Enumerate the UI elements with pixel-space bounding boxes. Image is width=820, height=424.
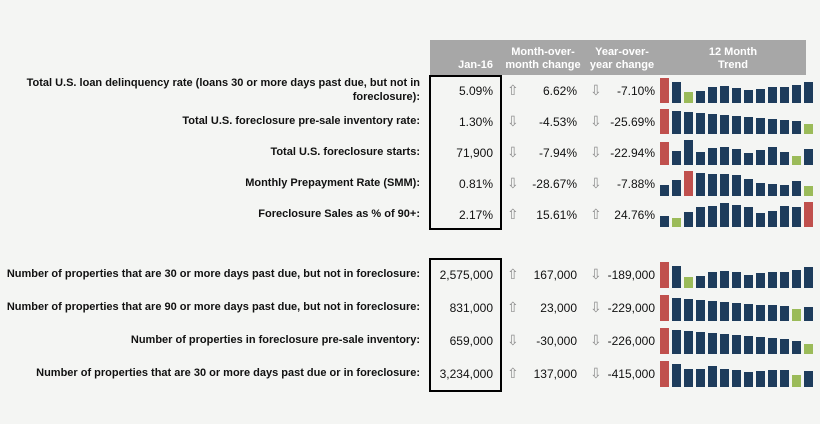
trend-bar [768, 305, 777, 321]
yoy-change-text: -226,000 [607, 333, 655, 348]
metric-label: Foreclosure Sales as % of 90+: [258, 207, 420, 220]
trend-bar [756, 118, 765, 134]
trend-sparkline [660, 137, 820, 168]
down-arrow-icon: ⇩ [590, 113, 602, 130]
table-row [0, 258, 820, 291]
trend-bar [708, 148, 717, 165]
yoy-change [584, 177, 660, 191]
table-row [0, 168, 820, 199]
trend-bar [720, 115, 729, 134]
trend-bar [804, 124, 813, 134]
trend-bar [804, 267, 813, 288]
trend-bar [684, 140, 693, 165]
mom-change [502, 301, 584, 315]
trend-bar [696, 173, 705, 196]
trend-bar [756, 371, 765, 387]
mom-header-line2: month change [505, 58, 581, 71]
trend-bar [684, 369, 693, 387]
trend-bar [780, 339, 789, 354]
trend-bar [768, 272, 777, 288]
trend-header-line2: Trend [718, 58, 748, 71]
trend-bar [696, 300, 705, 321]
trend-bar [684, 92, 693, 103]
trend-bar [732, 149, 741, 165]
trend-bar [792, 341, 801, 354]
yoy-header-line2: year change [589, 58, 655, 71]
trend-bar [672, 180, 681, 196]
trend-bar [684, 299, 693, 321]
trend-bar [756, 337, 765, 354]
trend-bar [672, 111, 681, 134]
yoy-header-line1: Year-over- [595, 46, 649, 58]
trend-bar [780, 152, 789, 165]
yoy-change-text: -7.10% [616, 83, 655, 98]
trend-bar [660, 328, 669, 354]
trend-bar [756, 305, 765, 321]
trend-bar [804, 202, 813, 227]
trend-bar [660, 78, 669, 103]
mom-change [502, 115, 584, 129]
section-rates [0, 75, 820, 230]
table-row [0, 291, 820, 324]
table-row [0, 106, 820, 137]
down-arrow-icon: ⇩ [590, 299, 602, 316]
mom-change-text: 137,000 [533, 366, 577, 381]
trend-bar [756, 273, 765, 288]
yoy-change-text: -25.69% [610, 114, 655, 129]
trend-bar [720, 334, 729, 354]
column-header-jan16-label: Jan-16 [458, 58, 493, 71]
column-header-yoy-change [584, 40, 660, 75]
trend-bar [732, 370, 741, 387]
metric-label: Number of properties in foreclosure pre-sale inventory: [130, 333, 420, 346]
trend-bar [732, 303, 741, 321]
trend-bar [672, 82, 681, 103]
mom-change-text: -4.53% [538, 114, 577, 129]
trend-bar [756, 183, 765, 196]
yoy-change [584, 334, 660, 348]
yoy-change [584, 208, 660, 222]
current-month-value: 1.30% [458, 114, 493, 129]
column-header-12mo-trend [660, 40, 806, 75]
trend-bar [732, 88, 741, 103]
trend-sparkline [660, 168, 820, 199]
mom-change [502, 208, 584, 222]
trend-bar [696, 91, 705, 103]
trend-header-line1: 12 Month [708, 46, 758, 58]
trend-bar [696, 332, 705, 354]
trend-bar [792, 156, 801, 165]
trend-sparkline [660, 199, 820, 230]
down-arrow-icon: ⇩ [590, 144, 602, 161]
trend-bar [768, 147, 777, 165]
down-arrow-icon: ⇩ [507, 332, 519, 349]
down-arrow-icon: ⇩ [507, 175, 519, 192]
mom-change-text: -7.94% [538, 145, 577, 160]
metric-label: Number of properties that are 90 or more days past due, but not in foreclosure: [6, 300, 420, 313]
yoy-change-text: 24.76% [614, 207, 655, 222]
trend-bar [756, 89, 765, 103]
trend-bar [708, 114, 717, 134]
up-arrow-icon: ⇧ [507, 206, 519, 223]
table-row [0, 137, 820, 168]
trend-bar [780, 185, 789, 196]
trend-bar [804, 371, 813, 387]
section-property-counts [0, 258, 820, 390]
trend-bar [744, 336, 753, 354]
trend-bar [768, 338, 777, 354]
trend-bar [720, 86, 729, 103]
trend-bar [696, 276, 705, 288]
current-month-value: 659,000 [449, 333, 493, 348]
trend-bar [660, 262, 669, 288]
trend-bar [780, 306, 789, 321]
trend-bar [660, 216, 669, 227]
yoy-change-text: -22.94% [610, 145, 655, 160]
trend-sparkline [660, 291, 820, 324]
trend-bar [708, 366, 717, 387]
trend-bar [792, 85, 801, 103]
mom-change [502, 334, 584, 348]
trend-bar [732, 205, 741, 227]
trend-bar [696, 152, 705, 165]
trend-bar [684, 212, 693, 227]
metric-label: Total U.S. loan delinquency rate (loans 30 or more days past due, but not in foreclosure): [26, 77, 420, 103]
trend-bar [744, 275, 753, 288]
trend-bar [732, 116, 741, 134]
trend-bar [708, 206, 717, 227]
current-month-value: 3,234,000 [439, 366, 493, 381]
trend-bar [768, 119, 777, 134]
yoy-change-text: -415,000 [607, 366, 655, 381]
trend-bar [672, 298, 681, 321]
mom-change-text: 15.61% [536, 207, 577, 222]
mom-change [502, 84, 584, 98]
mom-change-text: -30,000 [536, 333, 577, 348]
trend-bar [756, 150, 765, 165]
trend-bar [684, 277, 693, 288]
metric-label: Monthly Prepayment Rate (SMM): [245, 176, 420, 189]
trend-bar [672, 266, 681, 288]
current-month-value: 5.09% [458, 83, 493, 98]
mom-change-text: 167,000 [533, 267, 577, 282]
down-arrow-icon: ⇩ [507, 113, 519, 130]
up-arrow-icon: ⇧ [507, 266, 519, 283]
current-month-value: 2,575,000 [439, 267, 493, 282]
mom-change [502, 367, 584, 381]
trend-bar [684, 112, 693, 134]
trend-bar [708, 272, 717, 288]
trend-sparkline [660, 357, 820, 390]
trend-bar [744, 207, 753, 227]
trend-bar [660, 295, 669, 321]
trend-bar [768, 87, 777, 103]
yoy-change-text: -189,000 [607, 267, 655, 282]
trend-bar [660, 361, 669, 387]
trend-bar [732, 335, 741, 354]
up-arrow-icon: ⇧ [507, 299, 519, 316]
metric-label: Number of properties that are 30 or more days past due or in foreclosure: [36, 366, 420, 379]
yoy-change [584, 84, 660, 98]
column-header-mom-change [502, 40, 584, 75]
yoy-change [584, 268, 660, 282]
trend-bar [720, 369, 729, 387]
trend-bar [780, 87, 789, 103]
mom-change [502, 146, 584, 160]
trend-bar [744, 304, 753, 321]
table-row [0, 75, 820, 106]
trend-bar [768, 211, 777, 227]
down-arrow-icon: ⇩ [590, 175, 602, 192]
mom-header-line1: Month-over- [511, 46, 575, 58]
trend-bar [792, 375, 801, 387]
trend-bar [720, 174, 729, 196]
trend-bar [804, 186, 813, 196]
mom-change [502, 177, 584, 191]
trend-bar [744, 179, 753, 196]
trend-bar [708, 333, 717, 354]
table-row [0, 324, 820, 357]
trend-bar [792, 270, 801, 288]
trend-sparkline [660, 106, 820, 137]
mom-change-text: 6.62% [542, 83, 577, 98]
trend-bar [792, 121, 801, 134]
metric-label: Number of properties that are 30 or more days past due, but not in foreclosure: [6, 267, 420, 280]
current-month-value: 0.81% [458, 176, 493, 191]
down-arrow-icon: ⇩ [590, 332, 602, 349]
mom-change-text: 23,000 [540, 300, 577, 315]
down-arrow-icon: ⇩ [590, 266, 602, 283]
trend-bar [660, 185, 669, 196]
trend-bar [684, 171, 693, 196]
trend-bar [720, 302, 729, 321]
trend-bar [708, 87, 717, 103]
trend-bar [732, 272, 741, 288]
trend-bar [672, 218, 681, 227]
trend-bar [744, 153, 753, 165]
trend-bar [804, 82, 813, 103]
trend-bar [672, 330, 681, 354]
metric-label: Total U.S. foreclosure starts: [270, 145, 420, 158]
yoy-change [584, 367, 660, 381]
trend-bar [696, 113, 705, 134]
trend-bar [804, 149, 813, 165]
trend-bar [744, 372, 753, 387]
trend-bar [768, 370, 777, 387]
trend-bar [696, 207, 705, 227]
trend-bar [780, 206, 789, 227]
current-month-value: 71,900 [456, 145, 493, 160]
trend-bar [780, 272, 789, 288]
trend-bar [744, 90, 753, 103]
trend-bar [732, 175, 741, 196]
mom-change-text: -28.67% [532, 176, 577, 191]
trend-bar [792, 181, 801, 196]
trend-bar [780, 120, 789, 134]
table-row [0, 199, 820, 230]
table-header-band [430, 40, 806, 75]
column-header-jan16 [430, 40, 502, 75]
trend-bar [756, 213, 765, 227]
trend-bar [696, 369, 705, 387]
trend-bar [744, 117, 753, 134]
current-month-value: 831,000 [449, 300, 493, 315]
trend-bar [720, 147, 729, 165]
down-arrow-icon: ⇩ [590, 82, 602, 99]
trend-bar [684, 331, 693, 354]
yoy-change-text: -7.88% [616, 176, 655, 191]
metric-label: Total U.S. foreclosure pre-sale inventory rate: [182, 114, 420, 127]
trend-bar [672, 151, 681, 165]
trend-bar [660, 109, 669, 134]
trend-bar [720, 271, 729, 288]
yoy-change [584, 301, 660, 315]
trend-bar [804, 307, 813, 321]
mom-change [502, 268, 584, 282]
trend-bar [792, 309, 801, 321]
table-row [0, 357, 820, 390]
yoy-change [584, 146, 660, 160]
trend-bar [780, 370, 789, 387]
trend-sparkline [660, 258, 820, 291]
trend-bar [768, 184, 777, 196]
down-arrow-icon: ⇩ [507, 144, 519, 161]
trend-sparkline [660, 75, 820, 106]
up-arrow-icon: ⇧ [590, 206, 602, 223]
yoy-change [584, 115, 660, 129]
trend-bar [672, 364, 681, 387]
trend-bar [804, 344, 813, 354]
trend-bar [720, 203, 729, 227]
trend-sparkline [660, 324, 820, 357]
up-arrow-icon: ⇧ [507, 365, 519, 382]
down-arrow-icon: ⇩ [590, 365, 602, 382]
yoy-change-text: -229,000 [607, 300, 655, 315]
current-month-value: 2.17% [458, 207, 493, 222]
trend-bar [792, 207, 801, 227]
trend-bar [708, 174, 717, 196]
trend-bar [708, 301, 717, 321]
trend-bar [660, 142, 669, 165]
up-arrow-icon: ⇧ [507, 82, 519, 99]
